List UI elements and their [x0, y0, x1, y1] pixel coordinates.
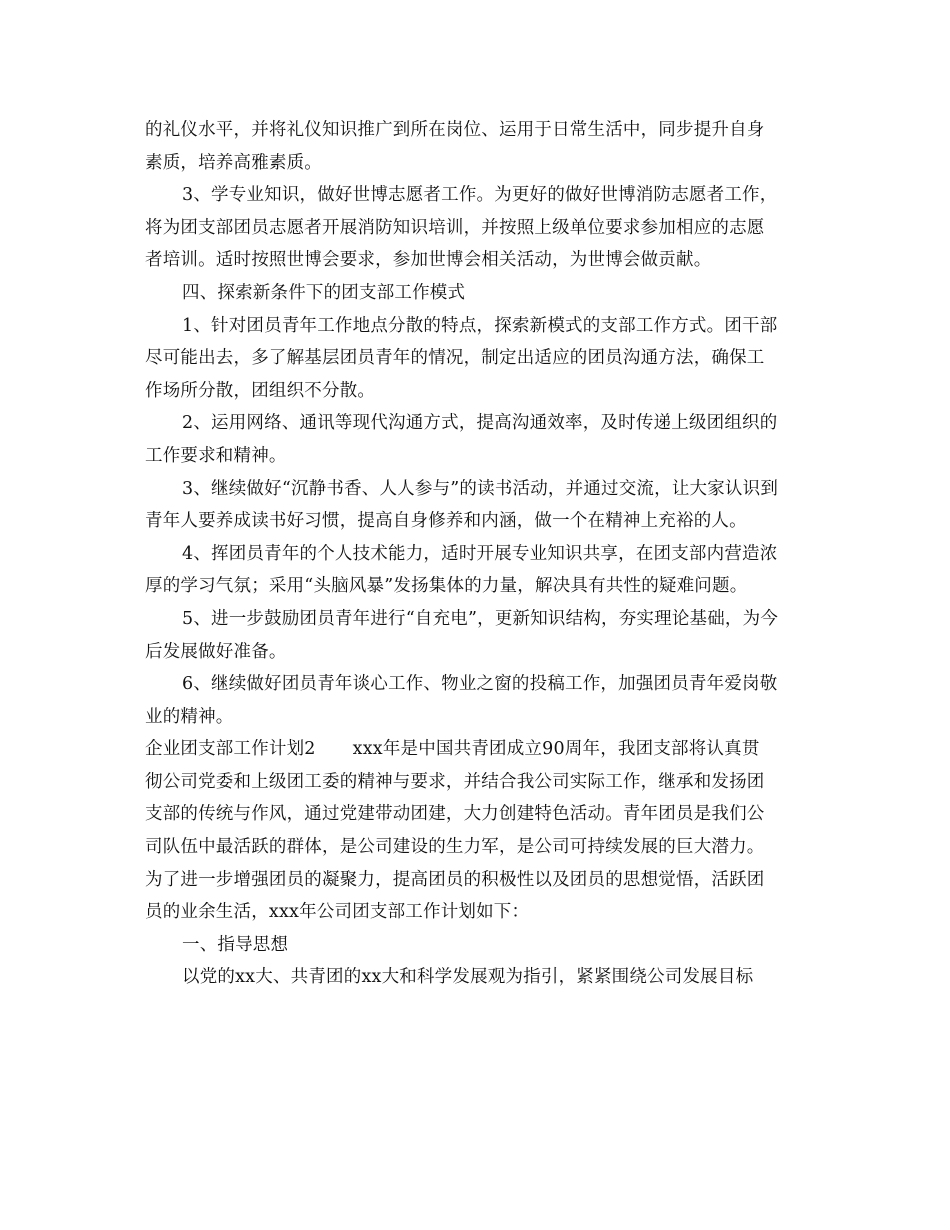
- paragraph-line: 四、探索新条件下的团支部工作模式: [182, 282, 466, 303]
- paragraph-line: 3、学专业知识，做好世博志愿者工作。为更好的做好世博消防志愿者工作，: [182, 185, 778, 206]
- document-page: [145, 114, 813, 994]
- paragraph-line: 厚的学习气氛；采用“头脑风暴”发扬集体的力量，解决具有共性的疑难问题。: [145, 576, 748, 597]
- paragraph-line: 1、针对团员青年工作地点分散的特点，探索新模式的支部工作方式。团干部: [182, 315, 778, 336]
- paragraph-line: 为了进一步增强团员的凝聚力，提高团员的积极性以及团员的思想觉悟，活跃团: [145, 869, 765, 890]
- paragraph-line: 作场所分散，团组织不分散。: [145, 380, 376, 401]
- plan2-title: 企业团支部工作计划2: [145, 739, 316, 760]
- paragraph-line: 工作要求和精神。: [145, 445, 287, 466]
- paragraph-line: 5、进一步鼓励团员青年进行“自充电”，更新知识结构，夯实理论基础，为今: [182, 608, 779, 629]
- paragraph-line: 彻公司党委和上级团工委的精神与要求，并结合我公司实际工作，继承和发扬团: [145, 771, 765, 792]
- paragraph-line: 者培训。适时按照世博会要求，参加世博会相关活动，为世博会做贡献。: [145, 250, 712, 271]
- paragraph-line: 后发展做好准备。: [145, 641, 287, 662]
- paragraph-line: 3、继续做好“沉静书香、人人参与”的读书活动，并通过交流，让大家认识到: [182, 478, 779, 499]
- document-body: [145, 114, 813, 733]
- paragraph-line: 2、运用网络、通讯等现代沟通方式，提高沟通效率，及时传递上级团组织的: [182, 413, 778, 434]
- plan2-intro-text: xxx年是中国共青团成立90周年，我团支部将认真贯: [352, 739, 760, 760]
- paragraph-line: 尽可能出去，多了解基层团员青年的情况，制定出适应的团员沟通方法，确保工: [145, 348, 765, 369]
- paragraph-line: 将为团支部团员志愿者开展消防知识培训，并按照上级单位要求参加相应的志愿: [145, 217, 765, 238]
- section-heading: 一、指导思想: [182, 934, 289, 955]
- paragraph-line: 员的业余生活，xxx年公司团支部工作计划如下：: [145, 902, 530, 923]
- paragraph-line: 业的精神。: [145, 706, 234, 727]
- paragraph-line: 青年人要养成读书好习惯，提高自身修养和内涵，做一个在精神上充裕的人。: [145, 511, 747, 532]
- paragraph-line: 4、挥团员青年的个人技术能力，适时开展专业知识共享，在团支部内营造浓: [182, 543, 778, 564]
- paragraph-line: 司队伍中最活跃的群体，是公司建设的生力军，是公司可持续发展的巨大潜力。: [145, 837, 765, 858]
- paragraph-line: 的礼仪水平，并将礼仪知识推广到所在岗位、运用于日常生活中，同步提升自身: [145, 120, 765, 140]
- paragraph-line: 6、继续做好团员青年谈心工作、物业之窗的投稿工作，加强团员青年爱岗敬: [182, 674, 778, 695]
- paragraph-line: 素质，培养高雅素质。: [145, 152, 322, 173]
- paragraph-line: 支部的传统与作风，通过党建带动团建，大力创建特色活动。青年团员是我们公: [145, 804, 765, 825]
- plan2-first-line: [145, 733, 813, 766]
- paragraph-line: 以党的xx大、共青团的xx大和科学发展观为指引，紧紧围绕公司发展目标: [182, 967, 754, 988]
